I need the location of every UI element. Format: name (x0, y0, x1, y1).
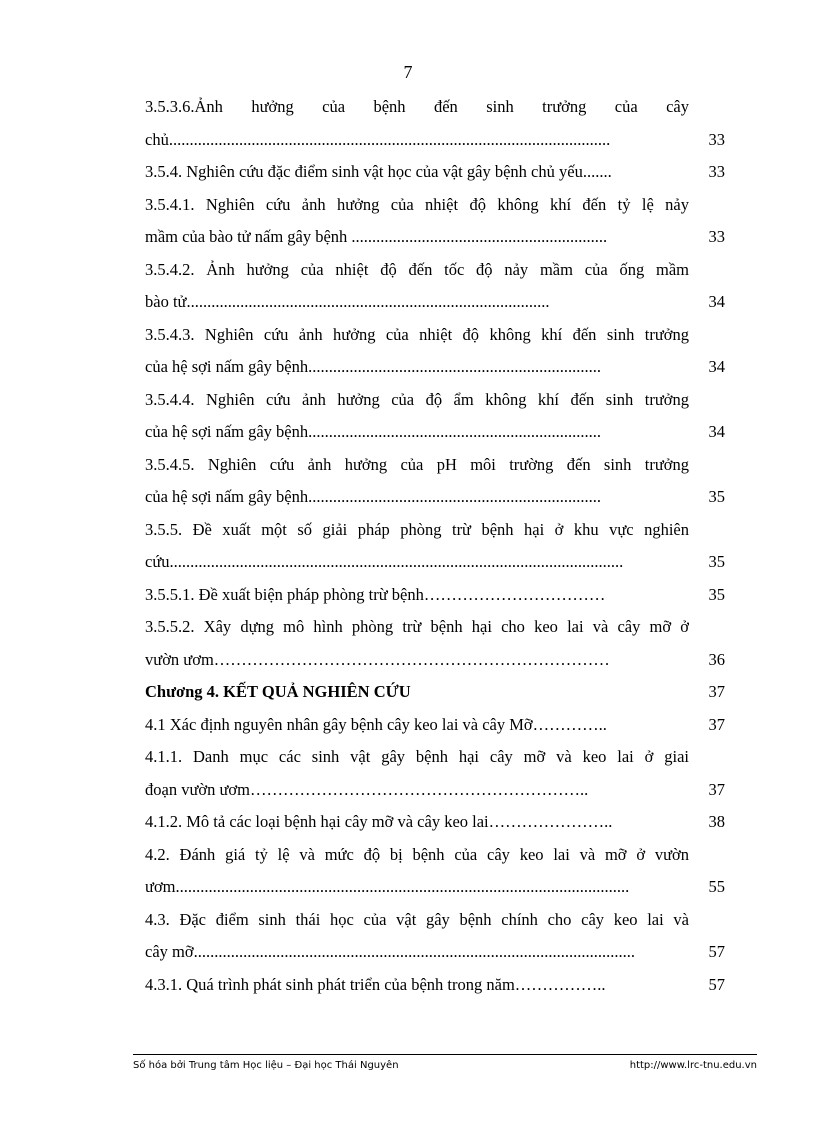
toc-entry-line (145, 546, 725, 579)
toc-entry-text[interactable]: chủ........................................................................................................... (145, 129, 611, 149)
toc-entry-line (145, 221, 725, 254)
toc-entry-text[interactable]: mầm của bào tử nấm gây bệnh .............................................................. (145, 227, 608, 246)
toc-entry-line (145, 449, 725, 482)
toc-entry-line (145, 481, 725, 514)
toc-page-number: 35 (708, 552, 725, 571)
toc-entry-line (145, 286, 725, 319)
toc-entry-line (145, 91, 725, 124)
footer-divider (133, 1054, 757, 1055)
toc-entry-text[interactable]: 3.5.5.2. Xây dựng mô hình phòng trừ bệnh hại cho keo lai và cây mỡ ở (145, 617, 689, 636)
toc-page-number: 57 (708, 942, 725, 961)
toc-page-number: 35 (708, 487, 725, 506)
toc-page-number: 33 (708, 129, 725, 149)
toc-page-number: 36 (708, 649, 725, 669)
toc-entry-line (145, 416, 725, 449)
toc-entry-line (145, 124, 725, 157)
toc-entry-line (145, 611, 725, 644)
toc-entry-text[interactable]: cứu.............................................................................................................. (145, 552, 624, 571)
toc-entry-text[interactable]: 4.3.1. Quá trình phát sinh phát triển của bệnh trong năm…………….. (145, 974, 606, 994)
toc-entry-line (145, 969, 725, 1002)
toc-entry-text[interactable]: 3.5.5.1. Đề xuất biện pháp phòng trừ bệnh…………………………… (145, 584, 606, 604)
toc-entry-line (145, 319, 725, 352)
toc-page-number: 55 (708, 877, 725, 896)
toc-page-number: 35 (708, 584, 725, 604)
toc-entry-line (145, 839, 725, 872)
toc-entry-line (145, 384, 725, 417)
toc-entry-line (145, 189, 725, 222)
toc-entry-line (145, 254, 725, 287)
toc-page-number: 57 (708, 974, 725, 994)
toc-entry-text[interactable]: 3.5.4.3. Nghiên cứu ảnh hưởng của nhiệt độ không khí đến sinh trưởng (145, 324, 689, 344)
toc-entry-text[interactable]: 4.1 Xác định nguyên nhân gây bệnh cây keo lai và cây Mỡ………….. (145, 714, 607, 734)
toc-entry-line (145, 709, 725, 742)
toc-entry-text[interactable]: cây mỡ........................................................................................................... (145, 942, 635, 961)
toc-entry-text[interactable]: đoạn vườn ươm…………………………………………………….. (145, 779, 589, 799)
toc-entry-text[interactable]: 4.1.1. Danh mục các sinh vật gây bệnh hại cây mỡ và keo lai ở giai (145, 747, 689, 766)
toc-page-number: 34 (708, 292, 725, 311)
toc-entry-text[interactable]: của hệ sợi nấm gây bệnh....................................................................... (145, 422, 602, 441)
toc-entry-line (145, 806, 725, 839)
toc-entry-text[interactable]: 3.5.4.4. Nghiên cứu ảnh hưởng của độ ẩm không khí đến sinh trưởng (145, 389, 689, 409)
toc-entry-text[interactable]: 3.5.3.6.Ảnh hưởng của bệnh đến sinh trưởng của cây (145, 97, 689, 116)
toc-entry-text[interactable]: vườn ươm……………………………………………………………… (145, 649, 610, 669)
table-of-contents (145, 91, 725, 1001)
toc-entry-text[interactable]: ươm.............................................................................................................. (145, 877, 630, 896)
toc-page-number: 34 (708, 357, 725, 376)
toc-entry-text[interactable]: bào tử........................................................................................ (145, 292, 550, 311)
toc-entry-text[interactable]: 4.1.2. Mô tả các loại bệnh hại cây mỡ và cây keo lai………………….. (145, 812, 613, 831)
toc-entry-line (145, 871, 725, 904)
toc-entry-text[interactable]: 3.5.5. Đề xuất một số giải pháp phòng trừ bệnh hại ở khu vực nghiên (145, 519, 689, 539)
toc-entry-line (145, 351, 725, 384)
toc-page-number: 33 (708, 227, 725, 246)
toc-entry-line (145, 676, 725, 709)
toc-entry-text[interactable]: 3.5.4. Nghiên cứu đặc điểm sinh vật học của vật gây bệnh chủ yếu....... (145, 162, 612, 181)
toc-entry-line (145, 514, 725, 547)
toc-page-number: 33 (708, 162, 725, 181)
toc-page-number: 38 (708, 812, 725, 831)
toc-page-number: 37 (708, 714, 725, 734)
toc-entry-line (145, 936, 725, 969)
toc-entry-text[interactable]: 3.5.4.1. Nghiên cứu ảnh hưởng của nhiệt độ không khí đến tỷ lệ nảy (145, 194, 689, 214)
toc-entry-text[interactable]: 3.5.4.5. Nghiên cứu ảnh hưởng của pH môi trường đến sinh trưởng (145, 454, 689, 474)
toc-page-number: 34 (708, 422, 725, 441)
toc-page-number: 37 (708, 779, 725, 799)
toc-page-number: 37 (708, 682, 725, 701)
toc-entry-text[interactable]: 4.2. Đánh giá tỷ lệ và mức độ bị bệnh của cây keo lai và mỡ ở vườn (145, 844, 689, 864)
toc-entry-line (145, 579, 725, 612)
toc-entry-text[interactable]: 4.3. Đặc điểm sinh thái học của vật gây bệnh chính cho cây keo lai và (145, 909, 689, 929)
toc-entry-line (145, 741, 725, 774)
toc-entry-line (145, 904, 725, 937)
toc-entry-text[interactable]: 3.5.4.2. Ảnh hưởng của nhiệt độ đến tốc độ nảy mầm của ống mầm (145, 259, 689, 279)
page-number: 7 (403, 62, 413, 82)
toc-entry-text[interactable]: của hệ sợi nấm gây bệnh....................................................................... (145, 357, 602, 376)
footer-source: Số hóa bởi Trung tâm Học liệu – Đại học Thái Nguyên (133, 1060, 399, 1071)
toc-entry-line (145, 156, 725, 189)
toc-entry-text[interactable]: của hệ sợi nấm gây bệnh....................................................................... (145, 487, 602, 506)
toc-entry-line (145, 774, 725, 807)
toc-entry-text[interactable]: Chương 4. KẾT QUẢ NGHIÊN CỨU (145, 682, 411, 701)
footer-url[interactable]: http://www.lrc-tnu.edu.vn (629, 1060, 757, 1071)
toc-entry-line (145, 644, 725, 677)
